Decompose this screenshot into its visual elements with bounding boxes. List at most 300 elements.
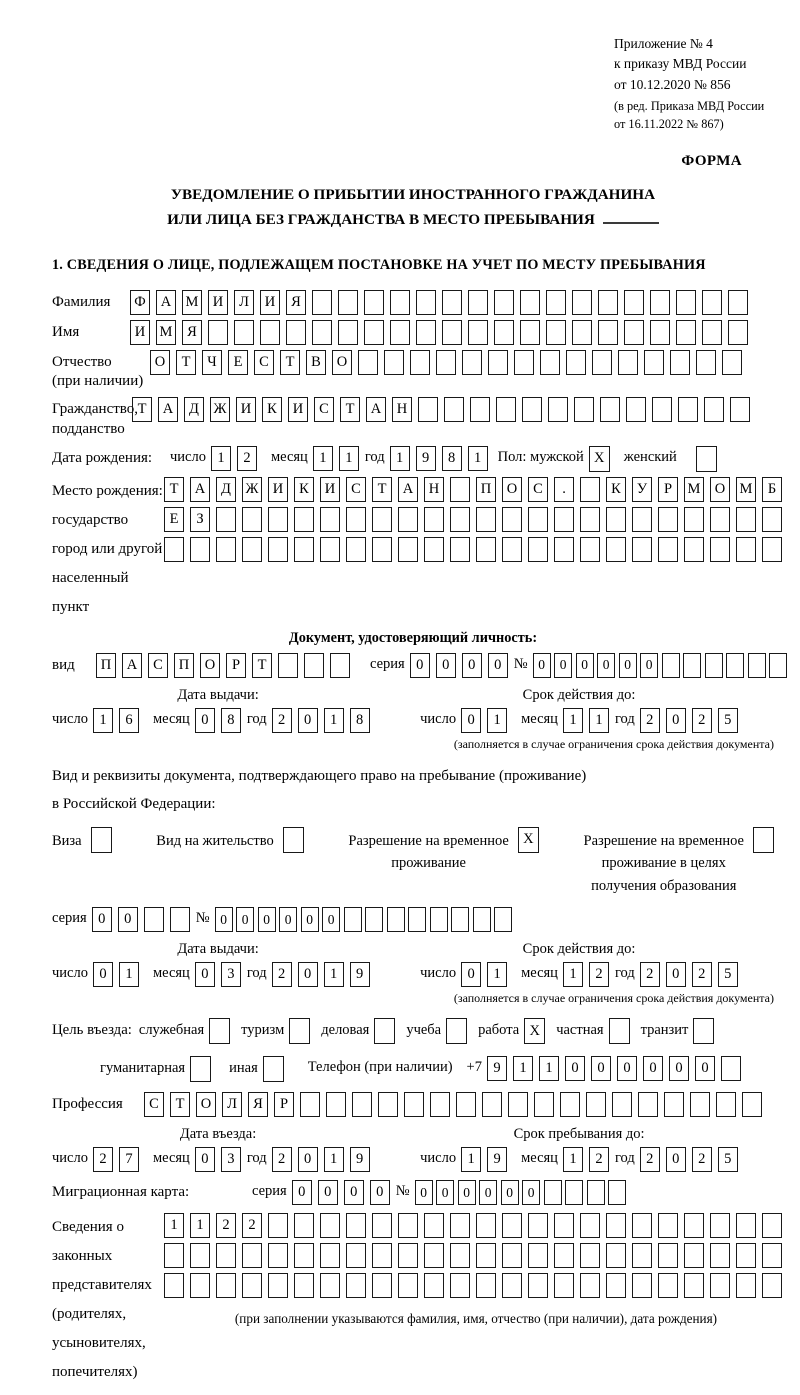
char-box[interactable] bbox=[404, 1092, 424, 1117]
char-box[interactable] bbox=[468, 320, 488, 345]
char-box[interactable] bbox=[652, 397, 672, 422]
char-box[interactable]: 9 bbox=[487, 1147, 507, 1172]
char-box[interactable] bbox=[268, 1243, 288, 1268]
char-box[interactable]: 7 bbox=[119, 1147, 139, 1172]
char-box[interactable] bbox=[710, 1213, 730, 1238]
char-box[interactable]: 0 bbox=[617, 1056, 637, 1081]
char-box[interactable] bbox=[424, 507, 444, 532]
char-box[interactable]: А bbox=[190, 477, 210, 502]
char-box[interactable]: 9 bbox=[350, 1147, 370, 1172]
char-box[interactable]: 0 bbox=[640, 653, 658, 678]
char-box[interactable] bbox=[684, 537, 704, 562]
sex-female-checkbox[interactable] bbox=[696, 446, 717, 472]
char-box[interactable]: 1 bbox=[589, 708, 609, 733]
char-box[interactable]: 9 bbox=[350, 962, 370, 987]
char-box[interactable] bbox=[365, 907, 383, 932]
doc-number-cells[interactable] bbox=[533, 653, 791, 678]
temporary-residence-education-checkbox[interactable] bbox=[753, 827, 774, 853]
char-box[interactable] bbox=[684, 507, 704, 532]
char-box[interactable] bbox=[446, 1018, 467, 1044]
char-box[interactable] bbox=[693, 1018, 714, 1044]
char-box[interactable]: Р bbox=[658, 477, 678, 502]
char-box[interactable] bbox=[618, 350, 638, 375]
doc-kind-cells[interactable] bbox=[96, 653, 356, 678]
char-box[interactable] bbox=[320, 1273, 340, 1298]
char-box[interactable]: 0 bbox=[215, 907, 233, 932]
char-box[interactable]: 2 bbox=[640, 708, 660, 733]
char-box[interactable] bbox=[320, 1243, 340, 1268]
char-box[interactable] bbox=[522, 397, 542, 422]
char-box[interactable] bbox=[650, 290, 670, 315]
char-box[interactable] bbox=[430, 907, 448, 932]
char-box[interactable] bbox=[242, 537, 262, 562]
char-box[interactable] bbox=[502, 1243, 522, 1268]
char-box[interactable] bbox=[473, 907, 491, 932]
char-box[interactable] bbox=[528, 1213, 548, 1238]
char-box[interactable] bbox=[442, 290, 462, 315]
char-box[interactable]: 0 bbox=[666, 1147, 686, 1172]
char-box[interactable]: 0 bbox=[370, 1180, 390, 1205]
char-box[interactable] bbox=[190, 537, 210, 562]
char-box[interactable] bbox=[753, 827, 774, 853]
char-box[interactable]: 0 bbox=[292, 1180, 312, 1205]
char-box[interactable] bbox=[684, 1213, 704, 1238]
char-box[interactable] bbox=[658, 1243, 678, 1268]
char-box[interactable] bbox=[346, 1213, 366, 1238]
char-box[interactable] bbox=[632, 1273, 652, 1298]
char-box[interactable] bbox=[702, 290, 722, 315]
residence-expiry-month-cells[interactable] bbox=[563, 962, 615, 987]
char-box[interactable]: 0 bbox=[236, 907, 254, 932]
stay-year-cells[interactable] bbox=[640, 1147, 744, 1172]
char-box[interactable]: 0 bbox=[488, 653, 508, 678]
char-box[interactable] bbox=[320, 537, 340, 562]
char-box[interactable] bbox=[502, 1273, 522, 1298]
char-box[interactable]: М bbox=[736, 477, 756, 502]
migration-series-cells[interactable] bbox=[292, 1180, 396, 1205]
char-box[interactable]: 0 bbox=[597, 653, 615, 678]
char-box[interactable] bbox=[736, 1213, 756, 1238]
char-box[interactable]: 0 bbox=[666, 708, 686, 733]
char-box[interactable]: И bbox=[208, 290, 228, 315]
char-box[interactable] bbox=[190, 1243, 210, 1268]
char-box[interactable] bbox=[598, 290, 618, 315]
temporary-residence-checkbox[interactable] bbox=[518, 827, 539, 853]
char-box[interactable] bbox=[462, 350, 482, 375]
char-box[interactable] bbox=[658, 507, 678, 532]
visa-checkbox[interactable] bbox=[91, 827, 112, 853]
surname-cells[interactable] bbox=[130, 290, 754, 315]
char-box[interactable]: Р bbox=[274, 1092, 294, 1117]
issue-year-cells[interactable] bbox=[272, 708, 376, 733]
char-box[interactable]: 2 bbox=[93, 1147, 113, 1172]
char-box[interactable]: X bbox=[524, 1018, 545, 1044]
char-box[interactable]: У bbox=[632, 477, 652, 502]
char-box[interactable]: В bbox=[306, 350, 326, 375]
char-box[interactable]: 1 bbox=[339, 446, 359, 471]
char-box[interactable] bbox=[496, 397, 516, 422]
issue-month-cells[interactable] bbox=[195, 708, 247, 733]
char-box[interactable]: М bbox=[684, 477, 704, 502]
char-box[interactable]: Т bbox=[170, 1092, 190, 1117]
char-box[interactable] bbox=[528, 1273, 548, 1298]
char-box[interactable] bbox=[451, 907, 469, 932]
purpose-work-checkbox[interactable] bbox=[524, 1018, 545, 1044]
char-box[interactable] bbox=[294, 537, 314, 562]
char-box[interactable] bbox=[710, 1273, 730, 1298]
char-box[interactable]: 5 bbox=[718, 708, 738, 733]
char-box[interactable] bbox=[683, 653, 701, 678]
char-box[interactable] bbox=[436, 350, 456, 375]
char-box[interactable] bbox=[528, 537, 548, 562]
char-box[interactable] bbox=[762, 1213, 782, 1238]
birth-year-cells[interactable] bbox=[390, 446, 494, 471]
char-box[interactable] bbox=[612, 1092, 632, 1117]
char-box[interactable]: Ж bbox=[242, 477, 262, 502]
char-box[interactable]: 1 bbox=[119, 962, 139, 987]
char-box[interactable] bbox=[702, 320, 722, 345]
char-box[interactable] bbox=[520, 290, 540, 315]
char-box[interactable]: 2 bbox=[640, 1147, 660, 1172]
char-box[interactable] bbox=[144, 907, 164, 932]
char-box[interactable]: Ч bbox=[202, 350, 222, 375]
char-box[interactable] bbox=[704, 397, 724, 422]
char-box[interactable] bbox=[560, 1092, 580, 1117]
char-box[interactable] bbox=[565, 1180, 583, 1205]
char-box[interactable] bbox=[216, 1243, 236, 1268]
entry-month-cells[interactable] bbox=[195, 1147, 247, 1172]
char-box[interactable] bbox=[502, 537, 522, 562]
char-box[interactable] bbox=[502, 1213, 522, 1238]
char-box[interactable] bbox=[234, 320, 254, 345]
issue-day-cells[interactable] bbox=[93, 708, 145, 733]
char-box[interactable]: 1 bbox=[164, 1213, 184, 1238]
char-box[interactable] bbox=[722, 350, 742, 375]
char-box[interactable]: 6 bbox=[119, 708, 139, 733]
char-box[interactable] bbox=[554, 1273, 574, 1298]
char-box[interactable] bbox=[424, 537, 444, 562]
char-box[interactable] bbox=[190, 1056, 211, 1082]
residence-expiry-day-cells[interactable] bbox=[461, 962, 513, 987]
char-box[interactable]: 1 bbox=[563, 962, 583, 987]
char-box[interactable] bbox=[736, 1243, 756, 1268]
char-box[interactable]: 2 bbox=[640, 962, 660, 987]
char-box[interactable]: 0 bbox=[666, 962, 686, 987]
char-box[interactable]: Л bbox=[222, 1092, 242, 1117]
char-box[interactable]: 8 bbox=[350, 708, 370, 733]
char-box[interactable] bbox=[580, 1243, 600, 1268]
char-box[interactable] bbox=[494, 290, 514, 315]
char-box[interactable] bbox=[242, 1273, 262, 1298]
phone-cells[interactable] bbox=[487, 1056, 747, 1081]
char-box[interactable] bbox=[378, 1092, 398, 1117]
char-box[interactable]: З bbox=[190, 507, 210, 532]
char-box[interactable] bbox=[346, 1243, 366, 1268]
char-box[interactable] bbox=[572, 320, 592, 345]
char-box[interactable] bbox=[450, 477, 470, 502]
char-box[interactable]: 0 bbox=[479, 1180, 497, 1205]
char-box[interactable] bbox=[294, 507, 314, 532]
char-box[interactable] bbox=[528, 507, 548, 532]
char-box[interactable]: Ж bbox=[210, 397, 230, 422]
char-box[interactable]: 0 bbox=[554, 653, 572, 678]
char-box[interactable]: 1 bbox=[390, 446, 410, 471]
char-box[interactable]: 1 bbox=[324, 708, 344, 733]
char-box[interactable] bbox=[476, 537, 496, 562]
char-box[interactable] bbox=[638, 1092, 658, 1117]
char-box[interactable]: О bbox=[502, 477, 522, 502]
char-box[interactable]: И bbox=[320, 477, 340, 502]
char-box[interactable] bbox=[346, 537, 366, 562]
char-box[interactable] bbox=[554, 507, 574, 532]
char-box[interactable] bbox=[705, 653, 723, 678]
char-box[interactable] bbox=[684, 1243, 704, 1268]
char-box[interactable] bbox=[364, 320, 384, 345]
char-box[interactable] bbox=[278, 653, 298, 678]
char-box[interactable] bbox=[580, 537, 600, 562]
char-box[interactable] bbox=[344, 907, 362, 932]
char-box[interactable]: X bbox=[518, 827, 539, 853]
char-box[interactable]: 1 bbox=[468, 446, 488, 471]
char-box[interactable] bbox=[662, 653, 680, 678]
char-box[interactable]: О bbox=[150, 350, 170, 375]
char-box[interactable]: 0 bbox=[195, 1147, 215, 1172]
char-box[interactable]: 0 bbox=[92, 907, 112, 932]
char-box[interactable] bbox=[312, 290, 332, 315]
char-box[interactable] bbox=[320, 507, 340, 532]
char-box[interactable] bbox=[424, 1243, 444, 1268]
char-box[interactable]: Т bbox=[252, 653, 272, 678]
char-box[interactable] bbox=[294, 1213, 314, 1238]
char-box[interactable]: С bbox=[528, 477, 548, 502]
char-box[interactable] bbox=[721, 1056, 741, 1081]
char-box[interactable]: 0 bbox=[695, 1056, 715, 1081]
char-box[interactable] bbox=[678, 397, 698, 422]
char-box[interactable] bbox=[769, 653, 787, 678]
char-box[interactable] bbox=[606, 1213, 626, 1238]
char-box[interactable] bbox=[606, 537, 626, 562]
char-box[interactable] bbox=[398, 1213, 418, 1238]
char-box[interactable]: 0 bbox=[462, 653, 482, 678]
birth-day-cells[interactable] bbox=[211, 446, 263, 471]
char-box[interactable]: . bbox=[554, 477, 574, 502]
char-box[interactable]: 2 bbox=[272, 708, 292, 733]
char-box[interactable] bbox=[268, 1213, 288, 1238]
char-box[interactable] bbox=[364, 290, 384, 315]
char-box[interactable] bbox=[450, 507, 470, 532]
char-box[interactable] bbox=[372, 1243, 392, 1268]
patronymic-cells[interactable] bbox=[150, 350, 748, 375]
char-box[interactable] bbox=[580, 1213, 600, 1238]
char-box[interactable]: 8 bbox=[442, 446, 462, 471]
char-box[interactable]: 1 bbox=[324, 1147, 344, 1172]
char-box[interactable] bbox=[304, 653, 324, 678]
profession-cells[interactable] bbox=[144, 1092, 768, 1117]
char-box[interactable]: 0 bbox=[410, 653, 430, 678]
char-box[interactable] bbox=[320, 1213, 340, 1238]
char-box[interactable]: 1 bbox=[487, 708, 507, 733]
char-box[interactable]: 0 bbox=[298, 708, 318, 733]
char-box[interactable]: 2 bbox=[692, 708, 712, 733]
char-box[interactable]: 0 bbox=[344, 1180, 364, 1205]
char-box[interactable] bbox=[650, 320, 670, 345]
sex-male-checkbox[interactable] bbox=[589, 446, 610, 472]
char-box[interactable]: 3 bbox=[221, 962, 241, 987]
char-box[interactable] bbox=[762, 1273, 782, 1298]
char-box[interactable]: 8 bbox=[221, 708, 241, 733]
char-box[interactable] bbox=[726, 653, 744, 678]
char-box[interactable] bbox=[450, 537, 470, 562]
char-box[interactable]: 0 bbox=[591, 1056, 611, 1081]
char-box[interactable]: П bbox=[174, 653, 194, 678]
char-box[interactable] bbox=[300, 1092, 320, 1117]
char-box[interactable]: 0 bbox=[436, 1180, 454, 1205]
entry-day-cells[interactable] bbox=[93, 1147, 145, 1172]
char-box[interactable] bbox=[730, 397, 750, 422]
char-box[interactable]: П bbox=[476, 477, 496, 502]
char-box[interactable] bbox=[312, 320, 332, 345]
char-box[interactable]: 9 bbox=[487, 1056, 507, 1081]
char-box[interactable] bbox=[546, 290, 566, 315]
char-box[interactable] bbox=[444, 397, 464, 422]
char-box[interactable] bbox=[294, 1273, 314, 1298]
char-box[interactable]: А bbox=[366, 397, 386, 422]
char-box[interactable]: 0 bbox=[533, 653, 551, 678]
char-box[interactable] bbox=[482, 1092, 502, 1117]
char-box[interactable] bbox=[242, 1243, 262, 1268]
char-box[interactable] bbox=[748, 653, 766, 678]
char-box[interactable] bbox=[164, 537, 184, 562]
char-box[interactable] bbox=[690, 1092, 710, 1117]
char-box[interactable]: М bbox=[156, 320, 176, 345]
char-box[interactable] bbox=[190, 1273, 210, 1298]
char-box[interactable] bbox=[372, 537, 392, 562]
birth-place-line3[interactable] bbox=[164, 537, 788, 562]
char-box[interactable] bbox=[372, 1273, 392, 1298]
char-box[interactable] bbox=[476, 1273, 496, 1298]
char-box[interactable]: Н bbox=[424, 477, 444, 502]
char-box[interactable]: Н bbox=[392, 397, 412, 422]
char-box[interactable] bbox=[710, 537, 730, 562]
char-box[interactable] bbox=[283, 827, 304, 853]
char-box[interactable] bbox=[164, 1243, 184, 1268]
char-box[interactable]: К bbox=[262, 397, 282, 422]
char-box[interactable]: И bbox=[236, 397, 256, 422]
char-box[interactable] bbox=[390, 290, 410, 315]
residence-series-cells[interactable] bbox=[92, 907, 196, 932]
char-box[interactable]: 0 bbox=[522, 1180, 540, 1205]
stay-day-cells[interactable] bbox=[461, 1147, 513, 1172]
char-box[interactable] bbox=[508, 1092, 528, 1117]
char-box[interactable] bbox=[424, 1213, 444, 1238]
char-box[interactable] bbox=[632, 1243, 652, 1268]
entry-year-cells[interactable] bbox=[272, 1147, 376, 1172]
purpose-official-checkbox[interactable] bbox=[209, 1018, 230, 1044]
char-box[interactable] bbox=[338, 290, 358, 315]
char-box[interactable]: А bbox=[122, 653, 142, 678]
char-box[interactable] bbox=[580, 507, 600, 532]
residence-number-cells[interactable] bbox=[215, 907, 516, 932]
char-box[interactable] bbox=[658, 537, 678, 562]
char-box[interactable] bbox=[600, 397, 620, 422]
char-box[interactable] bbox=[216, 507, 236, 532]
purpose-business-checkbox[interactable] bbox=[374, 1018, 395, 1044]
char-box[interactable] bbox=[372, 507, 392, 532]
char-box[interactable] bbox=[488, 350, 508, 375]
residence-issue-day-cells[interactable] bbox=[93, 962, 145, 987]
char-box[interactable]: 0 bbox=[643, 1056, 663, 1081]
char-box[interactable]: С bbox=[148, 653, 168, 678]
char-box[interactable]: 2 bbox=[237, 446, 257, 471]
char-box[interactable] bbox=[289, 1018, 310, 1044]
char-box[interactable]: И bbox=[130, 320, 150, 345]
char-box[interactable]: Ф bbox=[130, 290, 150, 315]
char-box[interactable]: Е bbox=[164, 507, 184, 532]
citizenship-cells[interactable] bbox=[132, 397, 756, 422]
char-box[interactable] bbox=[352, 1092, 372, 1117]
char-box[interactable] bbox=[592, 350, 612, 375]
char-box[interactable]: 1 bbox=[190, 1213, 210, 1238]
char-box[interactable] bbox=[728, 290, 748, 315]
char-box[interactable]: Е bbox=[228, 350, 248, 375]
char-box[interactable] bbox=[398, 537, 418, 562]
char-box[interactable]: 1 bbox=[513, 1056, 533, 1081]
char-box[interactable]: 0 bbox=[318, 1180, 338, 1205]
char-box[interactable]: 0 bbox=[195, 962, 215, 987]
char-box[interactable]: Р bbox=[226, 653, 246, 678]
char-box[interactable]: 0 bbox=[565, 1056, 585, 1081]
char-box[interactable] bbox=[632, 1213, 652, 1238]
char-box[interactable] bbox=[587, 1180, 605, 1205]
char-box[interactable]: 2 bbox=[242, 1213, 262, 1238]
legal-line2[interactable] bbox=[164, 1243, 788, 1268]
char-box[interactable] bbox=[346, 1273, 366, 1298]
char-box[interactable] bbox=[742, 1092, 762, 1117]
purpose-transit-checkbox[interactable] bbox=[693, 1018, 714, 1044]
char-box[interactable]: Я bbox=[182, 320, 202, 345]
char-box[interactable] bbox=[658, 1273, 678, 1298]
purpose-private-checkbox[interactable] bbox=[609, 1018, 630, 1044]
char-box[interactable] bbox=[418, 397, 438, 422]
char-box[interactable] bbox=[609, 1018, 630, 1044]
char-box[interactable]: 1 bbox=[539, 1056, 559, 1081]
char-box[interactable]: И bbox=[288, 397, 308, 422]
given-name-cells[interactable] bbox=[130, 320, 754, 345]
char-box[interactable] bbox=[696, 350, 716, 375]
legal-line3[interactable] bbox=[164, 1273, 788, 1298]
char-box[interactable]: 2 bbox=[272, 1147, 292, 1172]
residence-expiry-year-cells[interactable] bbox=[640, 962, 744, 987]
char-box[interactable] bbox=[762, 537, 782, 562]
char-box[interactable] bbox=[676, 320, 696, 345]
char-box[interactable] bbox=[528, 1243, 548, 1268]
char-box[interactable]: Т bbox=[280, 350, 300, 375]
char-box[interactable] bbox=[338, 320, 358, 345]
char-box[interactable] bbox=[606, 507, 626, 532]
char-box[interactable] bbox=[632, 537, 652, 562]
char-box[interactable]: 0 bbox=[118, 907, 138, 932]
birth-month-cells[interactable] bbox=[313, 446, 365, 471]
migration-number-cells[interactable] bbox=[415, 1180, 630, 1205]
residence-issue-month-cells[interactable] bbox=[195, 962, 247, 987]
char-box[interactable] bbox=[736, 537, 756, 562]
char-box[interactable]: 1 bbox=[563, 1147, 583, 1172]
char-box[interactable]: Т bbox=[132, 397, 152, 422]
char-box[interactable] bbox=[624, 320, 644, 345]
char-box[interactable]: 0 bbox=[461, 708, 481, 733]
char-box[interactable] bbox=[476, 1243, 496, 1268]
char-box[interactable] bbox=[762, 1243, 782, 1268]
